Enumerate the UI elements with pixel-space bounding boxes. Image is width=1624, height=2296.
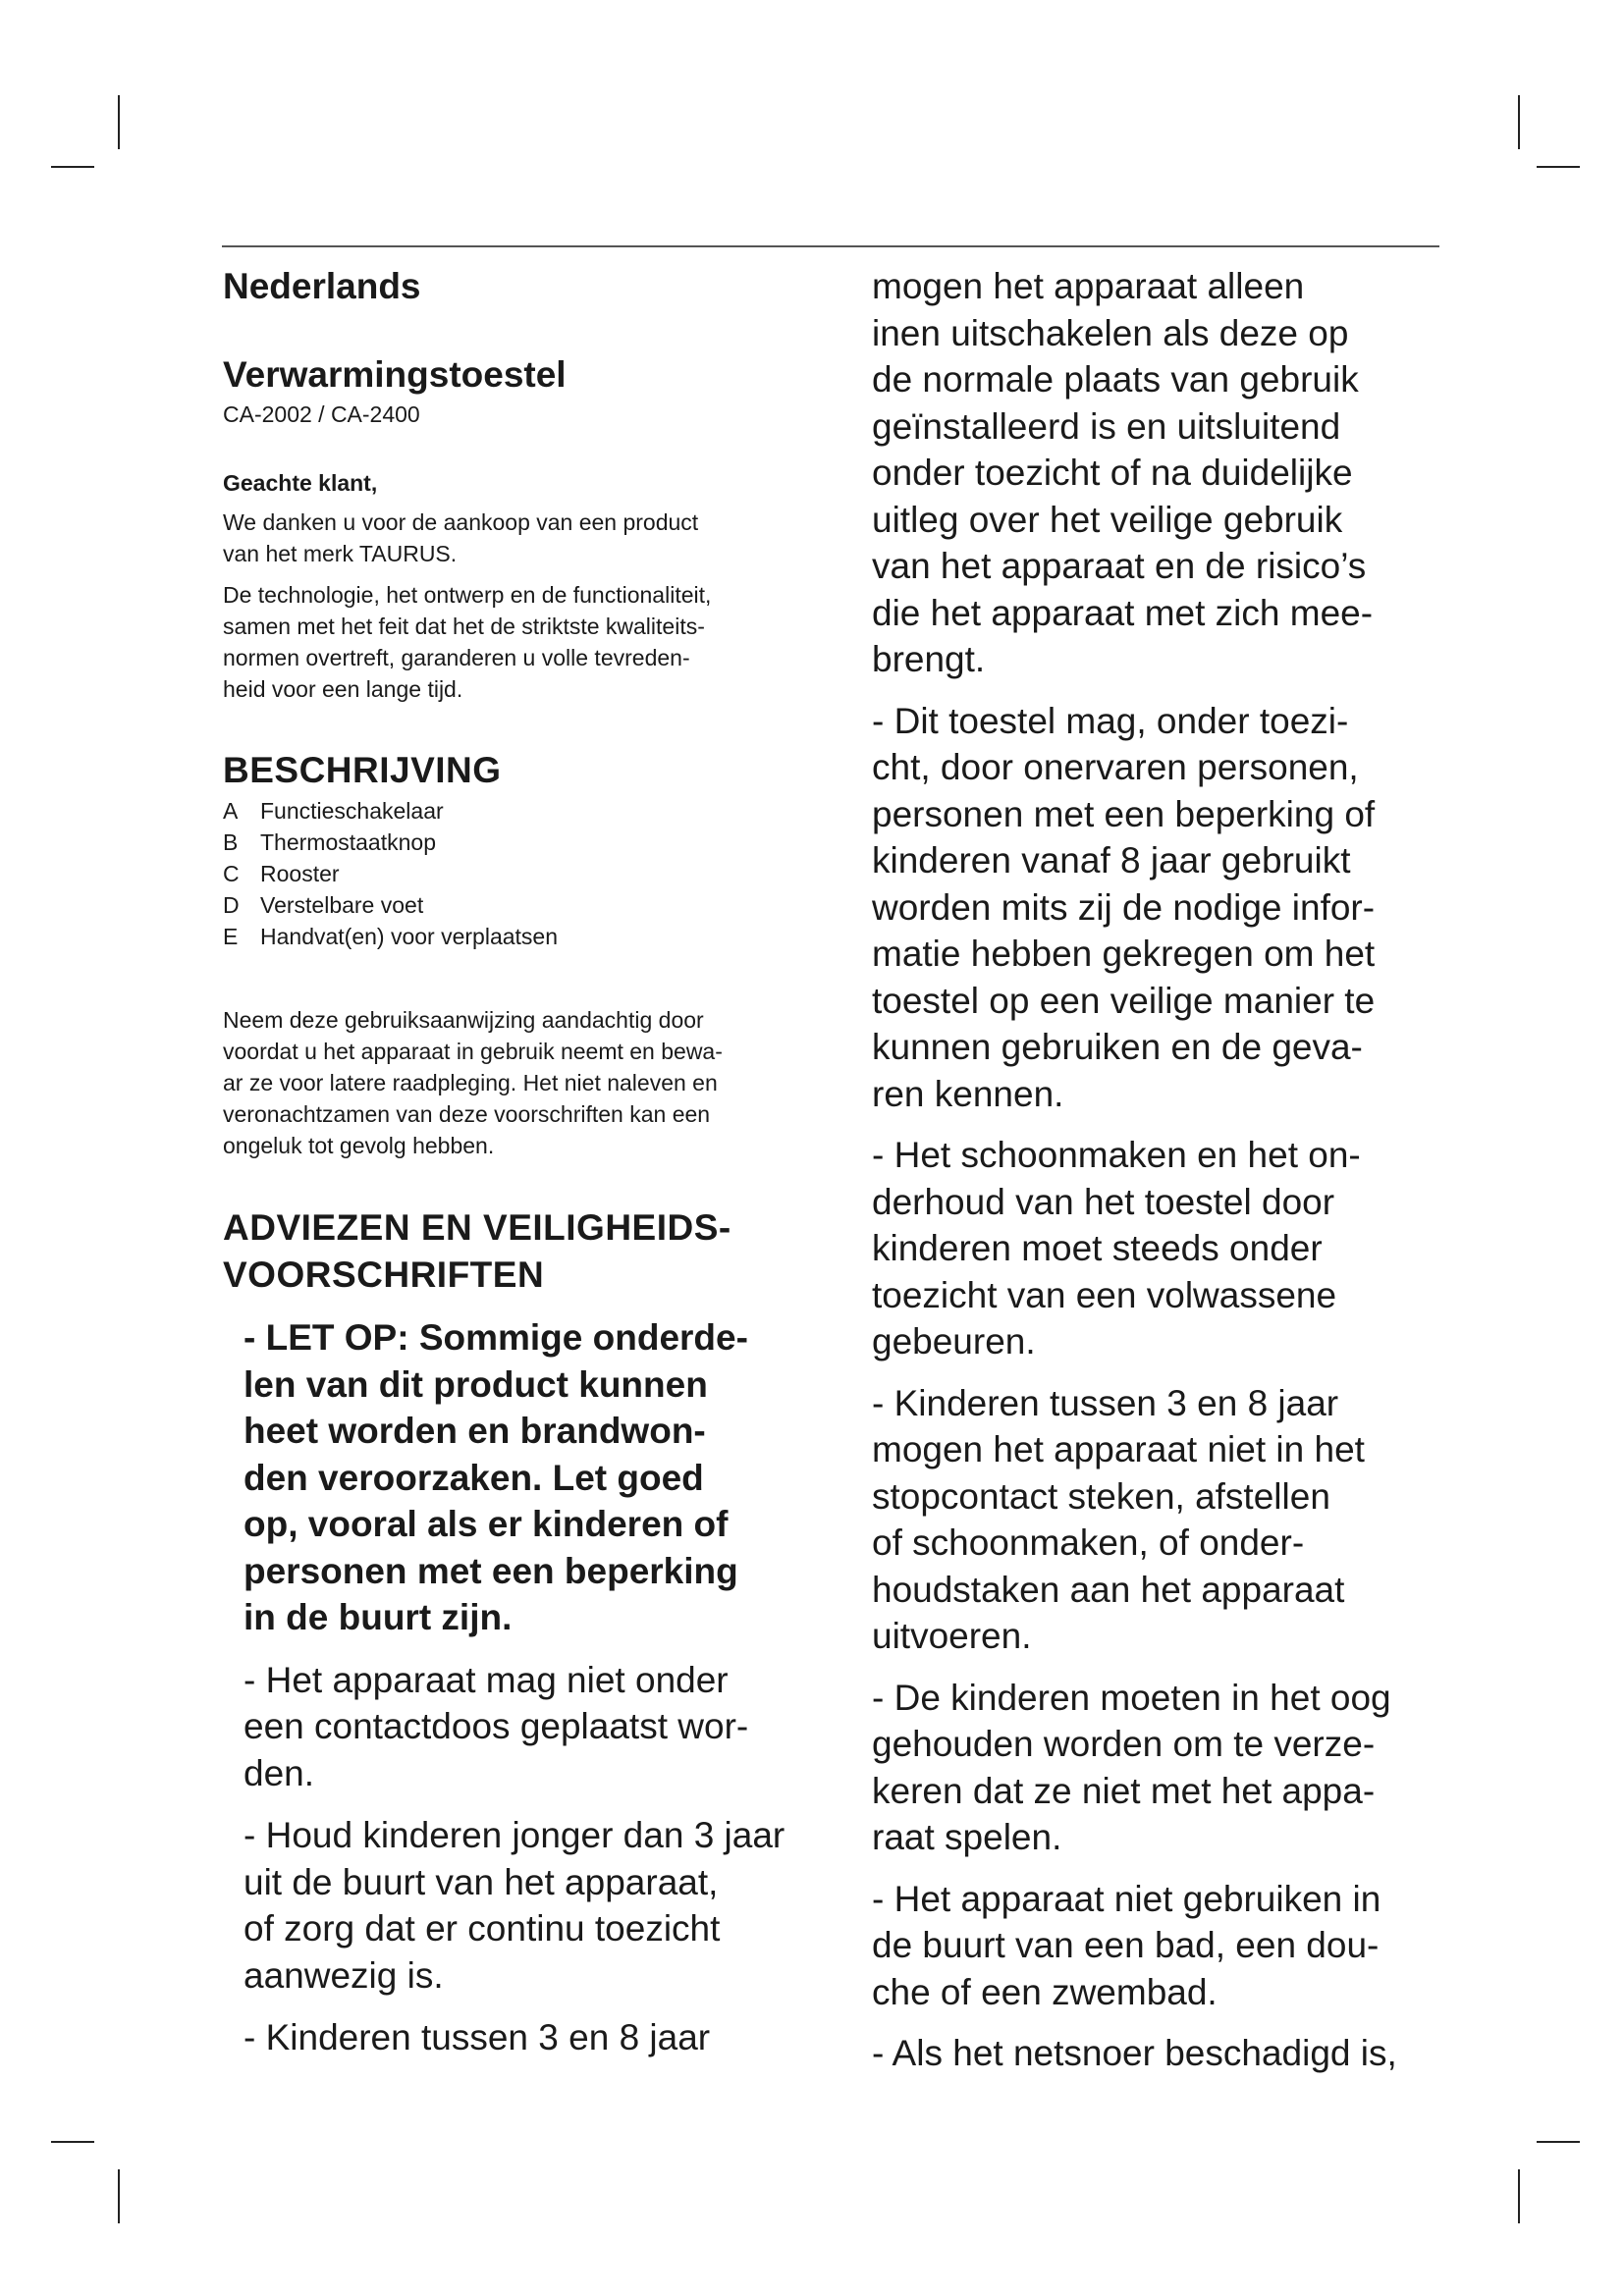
safety-line: personen met een beperking of bbox=[872, 793, 1376, 834]
safety-line: - Als het netsnoer beschadigd is, bbox=[872, 2033, 1397, 2073]
part-letter: B bbox=[223, 829, 239, 855]
safety-line: kunnen gebruiken en de geva- bbox=[872, 1027, 1363, 1067]
crop-mark-top-left-horizontal bbox=[51, 166, 94, 168]
crop-mark-top-right-vertical bbox=[1518, 95, 1520, 149]
safety-line: of schoonmaken, of onder- bbox=[872, 1522, 1305, 1563]
parts-list-item bbox=[223, 889, 851, 921]
safety-line: uit de buurt van het apparaat, bbox=[244, 1861, 719, 1902]
parts-list bbox=[223, 795, 851, 952]
part-label: Verstelbare voet bbox=[260, 892, 424, 918]
quality-line: heid voor een lange tijd. bbox=[223, 676, 463, 702]
parts-list-item bbox=[223, 827, 851, 858]
read-note-line: Neem deze gebruiksaanwijzing aandachtig door bbox=[223, 1007, 704, 1033]
thanks-line: We danken u voor de aankoop van een product bbox=[223, 509, 699, 535]
parts-list-item bbox=[223, 921, 851, 952]
safety-heading-line: ADVIEZEN EN VEILIGHEIDS- bbox=[223, 1207, 731, 1248]
warning-line: - LET OP: Sommige onderde- bbox=[244, 1317, 748, 1358]
safety-paragraph bbox=[872, 263, 1481, 683]
safety-line: de buurt van een bad, een dou- bbox=[872, 1925, 1380, 1965]
product-title: Verwarmingstoestel bbox=[223, 354, 567, 395]
thanks-paragraph bbox=[223, 507, 851, 569]
safety-line: - Kinderen tussen 3 en 8 jaar bbox=[244, 2017, 711, 2057]
part-letter: E bbox=[223, 924, 239, 949]
quality-line: normen overtreft, garanderen u volle tevreden- bbox=[223, 645, 690, 670]
right-column bbox=[872, 263, 1481, 2077]
safety-line: uitleg over het veilige gebruik bbox=[872, 499, 1343, 540]
crop-mark-bottom-left-vertical bbox=[118, 2169, 120, 2223]
read-note-line: veronachtzamen van deze voorschriften kan een bbox=[223, 1101, 711, 1127]
safety-line: toestel op een veilige manier te bbox=[872, 980, 1376, 1021]
safety-line: keren dat ze niet met het appa- bbox=[872, 1770, 1376, 1811]
safety-line: de normale plaats van gebruik bbox=[872, 359, 1359, 400]
left-column bbox=[223, 265, 851, 2061]
safety-paragraph bbox=[223, 1812, 851, 1999]
description-heading: BESCHRIJVING bbox=[223, 750, 502, 790]
safety-line: geïnstalleerd is en uitsluitend bbox=[872, 405, 1341, 447]
safety-line: worden mits zij de nodige infor- bbox=[872, 886, 1376, 928]
header-rule bbox=[222, 245, 1439, 247]
burn-warning bbox=[223, 1314, 851, 1641]
safety-paragraph bbox=[872, 1380, 1481, 1660]
crop-mark-top-right-horizontal bbox=[1537, 166, 1580, 168]
safety-paragraph bbox=[223, 2014, 851, 2061]
safety-line: raat spelen. bbox=[872, 1817, 1062, 1857]
thanks-line: van het merk TAURUS. bbox=[223, 541, 458, 566]
safety-line: cht, door onervaren personen, bbox=[872, 747, 1359, 787]
safety-line: uitvoeren. bbox=[872, 1616, 1032, 1656]
safety-line: mogen het apparaat alleen bbox=[872, 266, 1305, 306]
warning-line: op, vooral als er kinderen of bbox=[244, 1504, 729, 1544]
part-label: Rooster bbox=[260, 861, 340, 886]
safety-line: inen uitschakelen als deze op bbox=[872, 312, 1349, 353]
safety-line: - De kinderen moeten in het oog bbox=[872, 1677, 1391, 1718]
safety-line: - Kinderen tussen 3 en 8 jaar bbox=[872, 1382, 1339, 1423]
read-note-line: voordat u het apparaat in gebruik neemt en bewa- bbox=[223, 1039, 723, 1064]
safety-line: van het apparaat en de risico’s bbox=[872, 546, 1367, 586]
warning-line: personen met een beperking bbox=[244, 1550, 738, 1591]
safety-line: toezicht van een volwassene bbox=[872, 1274, 1337, 1315]
safety-line: stopcontact steken, afstellen bbox=[872, 1475, 1330, 1517]
safety-heading bbox=[223, 1204, 851, 1299]
language-heading: Nederlands bbox=[223, 266, 421, 306]
part-label: Thermostaatknop bbox=[260, 829, 436, 855]
safety-line: onder toezicht of na duidelijke bbox=[872, 453, 1353, 493]
safety-line: houdstaken aan het apparaat bbox=[872, 1569, 1345, 1610]
quality-paragraph bbox=[223, 579, 851, 705]
safety-line: ren kennen. bbox=[872, 1073, 1064, 1114]
safety-line: kinderen moet steeds onder bbox=[872, 1228, 1323, 1268]
safety-line: of zorg dat er continu toezicht bbox=[244, 1908, 721, 1949]
safety-line: - Houd kinderen jonger dan 3 jaar bbox=[244, 1815, 785, 1855]
crop-mark-bottom-right-vertical bbox=[1518, 2169, 1520, 2223]
safety-paragraph bbox=[872, 698, 1481, 1118]
safety-line: che of een zwembad. bbox=[872, 1971, 1218, 2012]
part-letter: D bbox=[223, 892, 240, 918]
part-letter: A bbox=[223, 798, 239, 824]
warning-line: den veroorzaken. Let goed bbox=[244, 1457, 704, 1498]
safety-heading-line: VOORSCHRIFTEN bbox=[223, 1255, 545, 1295]
parts-list-item bbox=[223, 795, 851, 827]
safety-line: - Het apparaat mag niet onder bbox=[244, 1659, 729, 1700]
safety-paragraph bbox=[872, 1876, 1481, 2016]
crop-mark-bottom-left-horizontal bbox=[51, 2141, 94, 2143]
safety-paragraph bbox=[872, 1132, 1481, 1365]
part-label: Handvat(en) voor verplaatsen bbox=[260, 924, 558, 949]
part-letter: C bbox=[223, 861, 240, 886]
safety-line: aanwezig is. bbox=[244, 1954, 444, 1996]
safety-line: den. bbox=[244, 1752, 315, 1793]
part-label: Functieschakelaar bbox=[260, 798, 444, 824]
safety-line: mogen het apparaat niet in het bbox=[872, 1429, 1365, 1469]
quality-line: samen met het feit dat het de striktste kwaliteits- bbox=[223, 614, 705, 639]
safety-line: gehouden worden om te verze- bbox=[872, 1724, 1376, 1764]
safety-line: gebeuren. bbox=[872, 1321, 1036, 1362]
greeting: Geachte klant, bbox=[223, 470, 378, 496]
read-note-line: ongeluk tot gevolg hebben. bbox=[223, 1133, 495, 1158]
safety-paragraph bbox=[223, 1657, 851, 1797]
model-numbers: CA-2002 / CA-2400 bbox=[223, 401, 420, 427]
safety-line: derhoud van het toestel door bbox=[872, 1181, 1335, 1222]
quality-line: De technologie, het ontwerp en de functionaliteit, bbox=[223, 582, 712, 608]
safety-line: - Dit toestel mag, onder toezi- bbox=[872, 700, 1349, 741]
read-note-line: ar ze voor latere raadpleging. Het niet naleven en bbox=[223, 1070, 718, 1095]
safety-line: een contactdoos geplaatst wor- bbox=[244, 1706, 749, 1746]
read-instructions-paragraph bbox=[223, 1004, 851, 1161]
warning-line: heet worden en brandwon- bbox=[244, 1411, 706, 1451]
safety-paragraph bbox=[872, 1675, 1481, 1861]
safety-line: matie hebben gekregen om het bbox=[872, 934, 1376, 974]
safety-line: - Het apparaat niet gebruiken in bbox=[872, 1878, 1381, 1919]
warning-line: in de buurt zijn. bbox=[244, 1597, 513, 1637]
crop-mark-top-left-vertical bbox=[118, 95, 120, 149]
safety-line: brengt. bbox=[872, 639, 986, 679]
safety-line: kinderen vanaf 8 jaar gebruikt bbox=[872, 840, 1351, 881]
parts-list-item bbox=[223, 858, 851, 889]
safety-line: die het apparaat met zich mee- bbox=[872, 592, 1374, 633]
safety-line: - Het schoonmaken en het on- bbox=[872, 1135, 1361, 1175]
safety-paragraph bbox=[872, 2030, 1481, 2077]
crop-mark-bottom-right-horizontal bbox=[1537, 2141, 1580, 2143]
warning-line: len van dit product kunnen bbox=[244, 1363, 708, 1405]
